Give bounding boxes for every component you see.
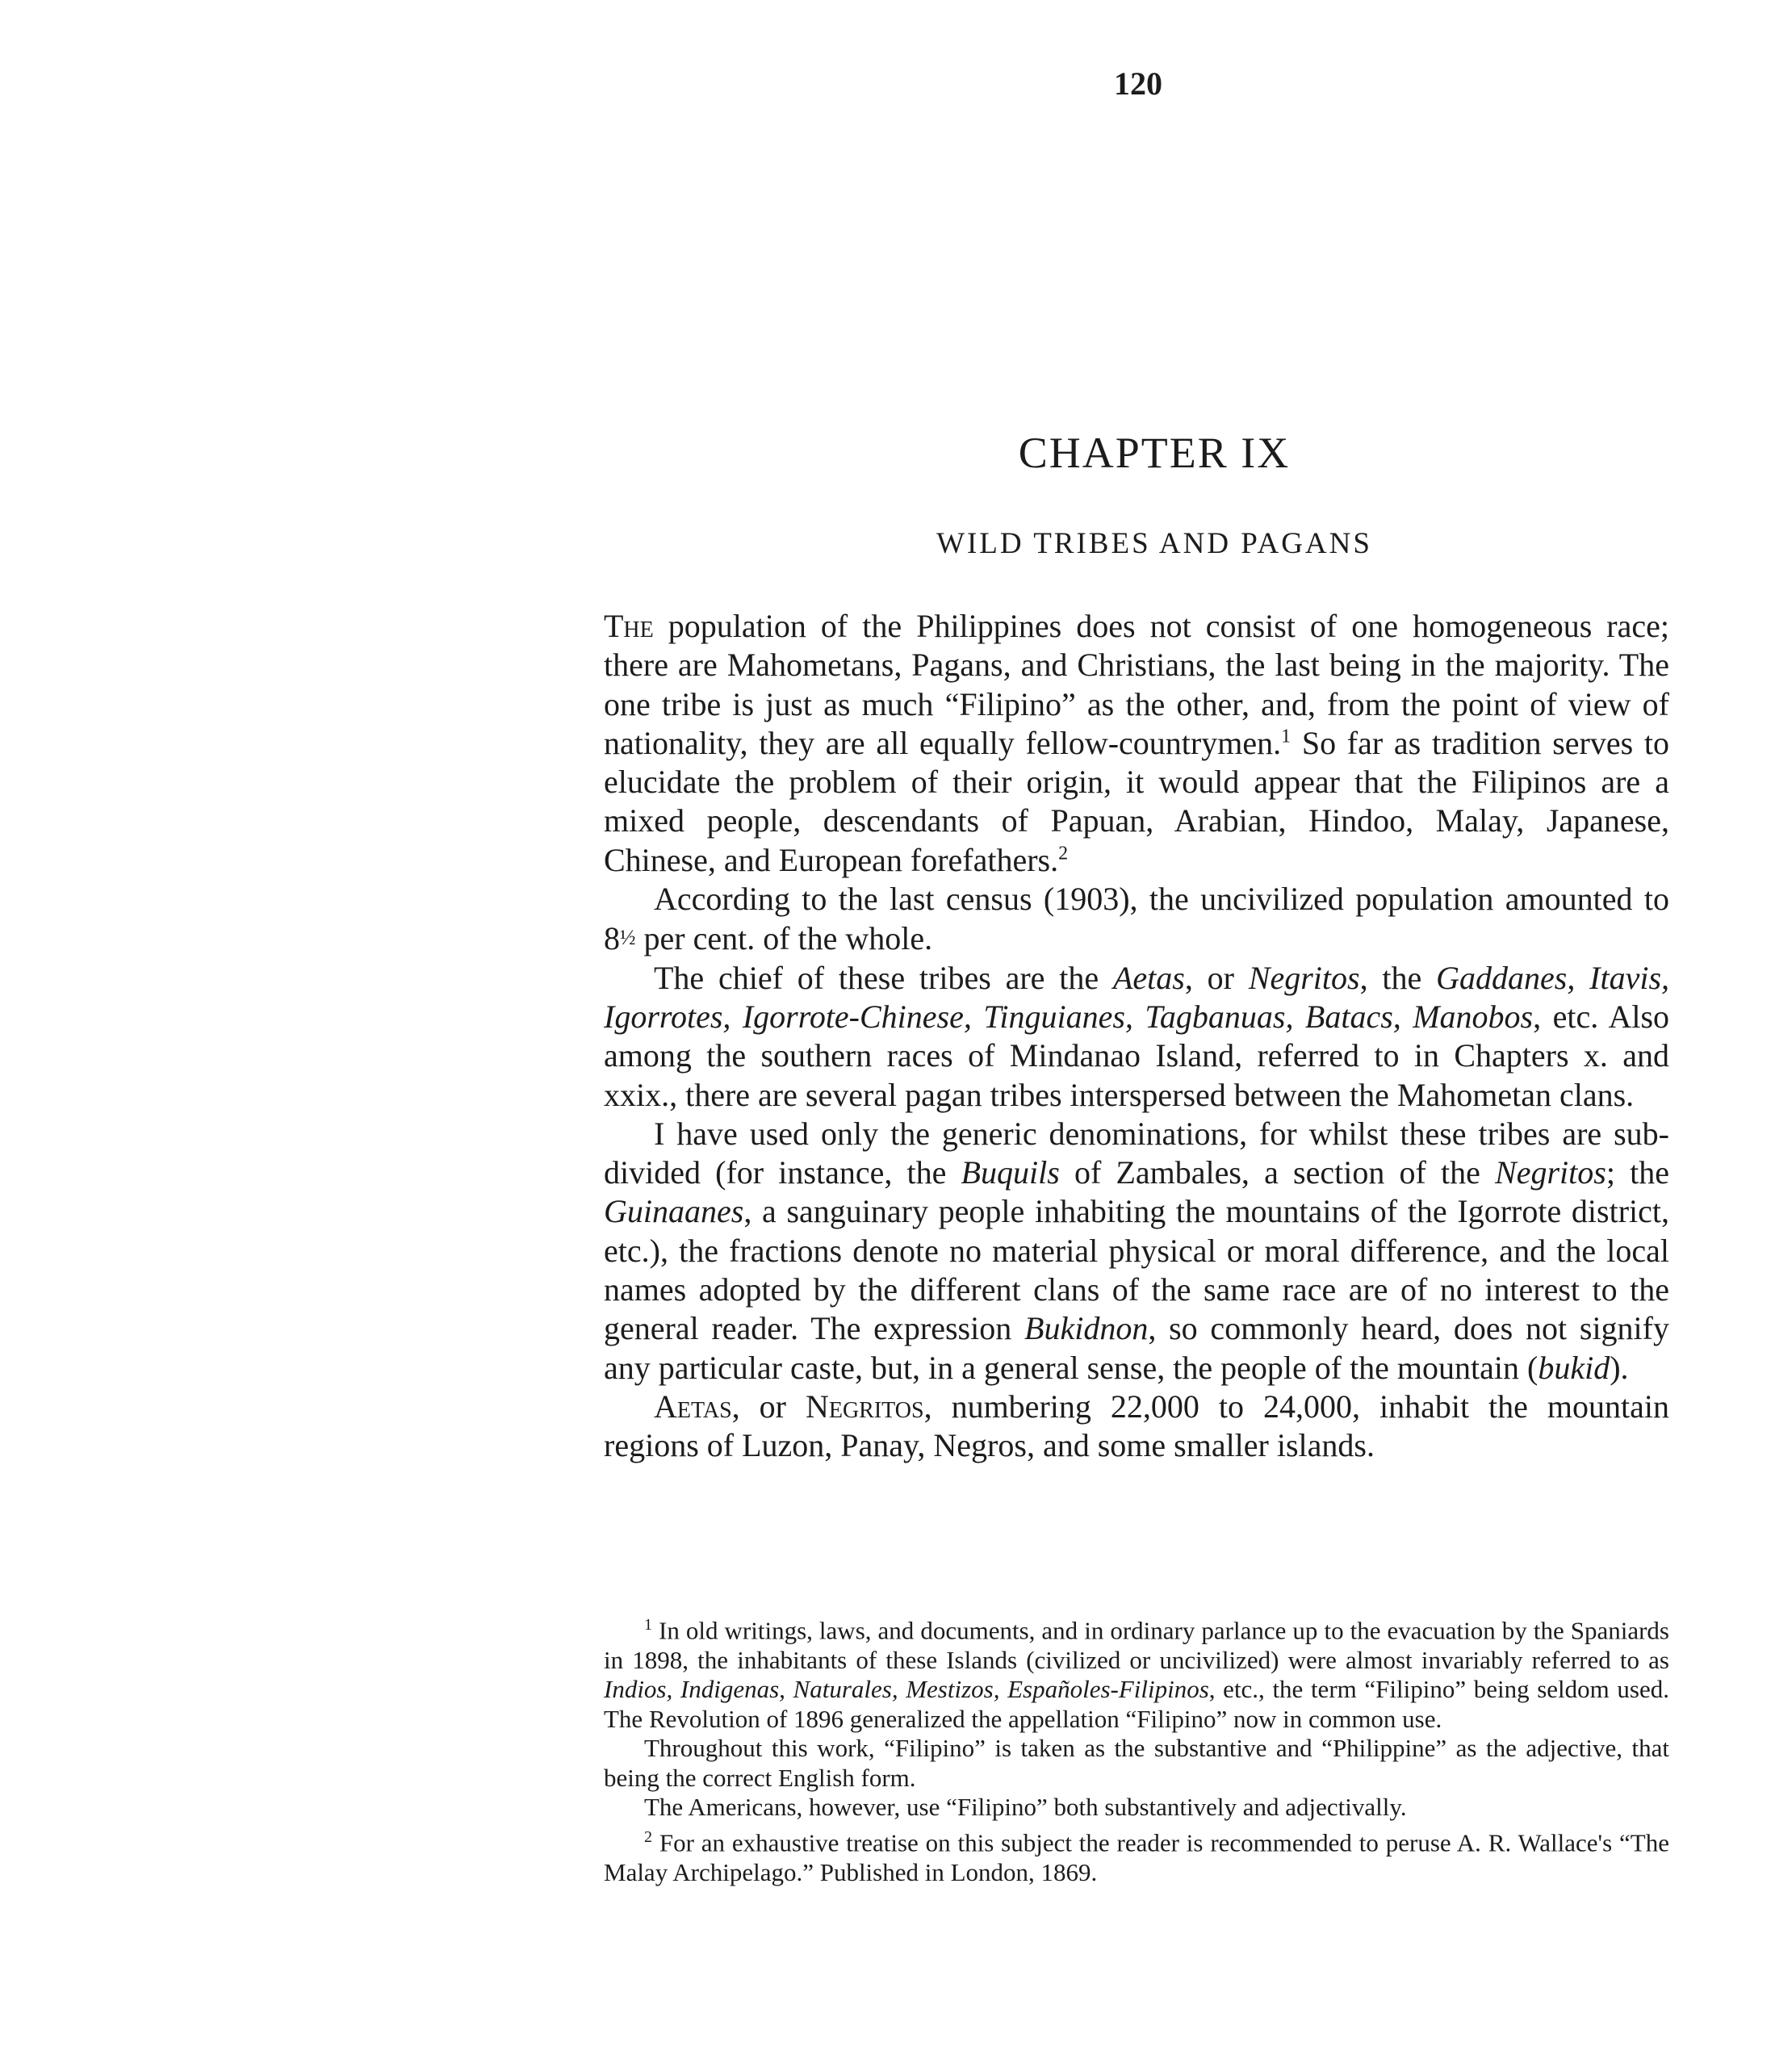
tribe-name: Buquils (961, 1154, 1060, 1191)
paragraph-text: of Zambales, a section of the (1059, 1154, 1496, 1191)
footnote-terms: Indios, Indigenas, Naturales, Mestizos, Españoles-Filipinos (604, 1675, 1209, 1704)
chapter-title: CHAPTER IX (1018, 429, 1291, 477)
section-lead: Aetas (654, 1388, 732, 1425)
footnote-1-continued (604, 1793, 1669, 1823)
footnote-ref: 1 (1281, 726, 1291, 747)
paragraph-text: , or (731, 1388, 806, 1425)
footnote-1 (604, 1610, 1669, 1734)
paragraph-text: I have used only the generic denominations, for whilst these tribes are sub-divided (for instance, the (604, 1115, 1669, 1191)
fraction: ½ (620, 926, 636, 950)
footnote-2 (604, 1823, 1669, 1887)
paragraph-text: , etc. Also among the southern races of Mindanao Island, referred to in Chapters x. and xxix., there are several pagan tribes interspersed between the Mahometan clans. (604, 998, 1670, 1113)
tribe-names-list: Gaddanes, Itavis, Igorrotes, Igorrote-Chinese, Tinguianes, Tagbanuas, Batacs, Manobos (604, 959, 1670, 1035)
tribe-name: Negritos (1248, 959, 1360, 996)
footnotes (604, 1610, 1669, 1887)
paragraph-text: So far as tradition serves to elucidate the problem of their origin, it would appear that the Filipinos are a mixed people, descendants of Papuan, Arabian, Hindoo, Malay, Japanese, Chinese, and European forefathers. (604, 724, 1670, 878)
paragraph-3 (604, 959, 1669, 1115)
paragraph-text: , or (1184, 959, 1249, 996)
footnote-ref: 2 (1058, 843, 1069, 864)
footnote-text: For an exhaustive treatise on this subject the reader is recommended to peruse A. R. Wallace's “The Malay Archipelago.” Published in London, 1869. (604, 1828, 1669, 1886)
paragraph-text: , numbering 22,000 to 24,000, inhabit the mountain regions of Luzon, Panay, Negros, and some smaller islands. (604, 1388, 1669, 1464)
footnote-mark: 1 (644, 1616, 652, 1634)
paragraph-text: The chief of these tribes are the (654, 959, 1113, 996)
page-number: 120 (1114, 65, 1162, 102)
paragraph-text: ; the (1605, 1154, 1669, 1191)
tribe-name: Guinaanes (604, 1193, 744, 1230)
footnote-1-continued (604, 1734, 1669, 1793)
body-text (604, 607, 1669, 1466)
paragraph-text: per cent. of the whole. (635, 920, 933, 957)
footnote-text: , etc., the term “Filipino” being seldom used. The Revolution of 1896 generalized the appellation “Filipino” now in common use. (604, 1675, 1669, 1733)
paragraph-text: , the (1359, 959, 1437, 996)
section-lead: Negritos (805, 1388, 924, 1425)
footnote-text: In old writings, laws, and documents, and in ordinary parlance up to the evacuation by the Spaniards in 1898, the inhabitants of these Islands (civilized or uncivilized) were almost invariably referred to as (604, 1616, 1669, 1674)
paragraph-text: population of the Philippines does not consist of one homogeneous race; there are Mahometans, Pagans, and Christians, the last being in the majority. The one tribe is just as much “Filipino” as the other, and, from the point of view of nationality, they are all equally fellow-countrymen. (604, 608, 1669, 761)
paragraph-2 (604, 880, 1669, 959)
footnote-mark: 2 (644, 1827, 652, 1846)
term: bukid (1538, 1349, 1610, 1386)
paragraph-text: , a sanguinary people inhabiting the mountains of the Igorrote district, etc.), the fractions denote no material physical or moral difference, and the local names adopted by the different clans of the same race are of no interest to the general reader. The expression (604, 1193, 1669, 1347)
paragraph-text: , so commonly heard, does not signify any particular caste, but, in a general sense, the people of the mountain ( (604, 1310, 1669, 1386)
paragraph-5 (604, 1388, 1669, 1466)
paragraph-text: According to the last census (1903), the uncivilized population amounted to 8 (604, 881, 1669, 957)
chapter-subtitle: WILD TRIBES AND PAGANS (936, 527, 1372, 560)
term: Bukidnon (1024, 1310, 1149, 1347)
paragraph-4 (604, 1115, 1669, 1388)
tribe-name: Aetas (1112, 959, 1185, 996)
footnote-text: Throughout this work, “Filipino” is taken as the substantive and “Philippine” as the adjective, that being the correct English form. (604, 1734, 1669, 1792)
lead-word: The (604, 608, 654, 644)
footnote-text: The Americans, however, use “Filipino” both substantively and adjectivally. (644, 1793, 1407, 1822)
paragraph-1 (604, 607, 1669, 880)
paragraph-text: ). (1610, 1349, 1629, 1386)
tribe-name: Negritos (1495, 1154, 1606, 1191)
